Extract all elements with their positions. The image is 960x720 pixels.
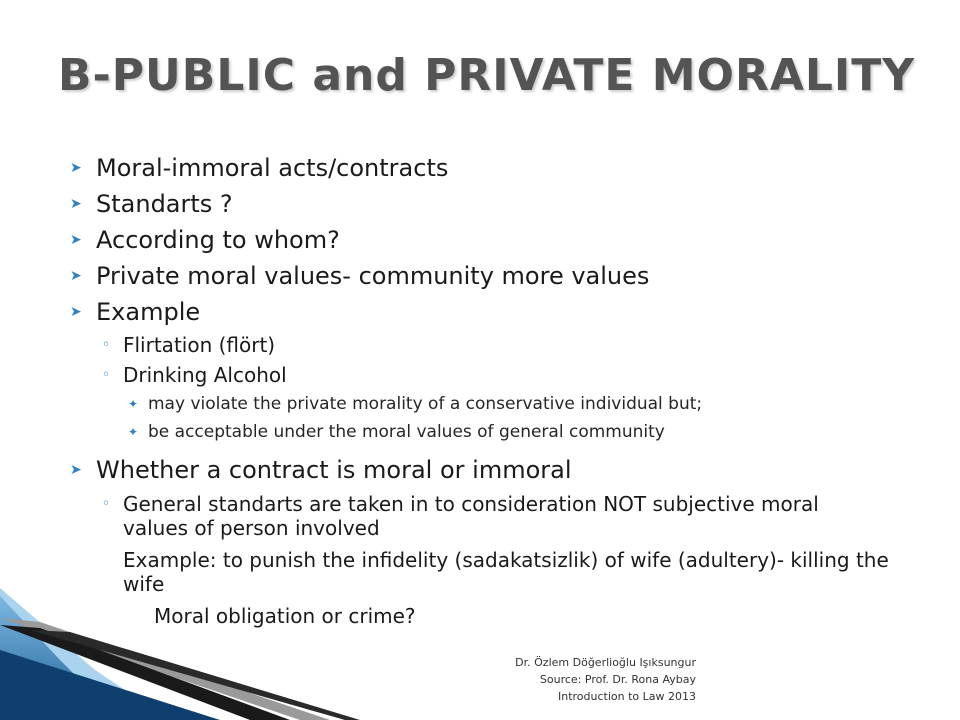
bullet-private-moral-values (70, 258, 890, 294)
sub-bullet-drinking-alcohol (70, 360, 890, 390)
bullet-text: According to whom? (96, 226, 340, 254)
sub-bullet-flirtation (70, 330, 890, 360)
bullet-text: Private moral values- community more values (96, 262, 650, 290)
arrow-bullet-icon: ➤ (70, 160, 82, 176)
sub-bullet-text: General standarts are taken in to consideration NOT subjective moral values of person involved (123, 492, 819, 540)
bullet-whether-contract (70, 452, 890, 488)
bullet-text: Moral-immoral acts/contracts (96, 154, 449, 182)
bullet-text: Whether a contract is moral or immoral (96, 456, 572, 484)
footer-author: Dr. Özlem Döğerlioğlu Işıksungur (515, 656, 696, 669)
bullet-according-to-whom (70, 222, 890, 258)
ring-bullet-icon: ◦ (102, 337, 111, 353)
star-bullet-icon: ✦ (128, 397, 139, 411)
slide-footer (515, 654, 696, 705)
bullet-text: Standarts ? (96, 190, 233, 218)
slide-title: B-PUBLIC and PRIVATE MORALITY (58, 50, 916, 101)
bullet-standarts (70, 186, 890, 222)
arrow-bullet-icon: ➤ (70, 196, 82, 212)
arrow-bullet-icon: ➤ (70, 232, 82, 248)
ring-bullet-icon: ◦ (102, 367, 111, 383)
contract-example-text: Example: to punish the infidelity (sadakatsizlik) of wife (adultery)- killing the wife (123, 548, 889, 596)
sub-bullet-text: Drinking Alcohol (123, 363, 287, 387)
slide-content (70, 150, 890, 628)
sub-bullet-text: Flirtation (flört) (123, 333, 276, 357)
arrow-bullet-icon: ➤ (70, 462, 82, 478)
bullet-moral-immoral (70, 150, 890, 186)
arrow-bullet-icon: ➤ (70, 304, 82, 320)
bullet-example (70, 294, 890, 330)
bullet-text: Example (96, 298, 201, 326)
sub-sub-bullet-text: may violate the private morality of a conservative individual but; (148, 394, 703, 414)
footer-course: Introduction to Law 2013 (557, 690, 696, 703)
arrow-bullet-icon: ➤ (70, 268, 82, 284)
sub-bullet-general-standarts (70, 488, 890, 542)
star-bullet-icon: ✦ (128, 425, 139, 439)
sub-sub-bullet-acceptable (70, 418, 890, 446)
footer-source: Source: Prof. Dr. Rona Aybay (539, 673, 696, 686)
sub-sub-bullet-text: be acceptable under the moral values of general community (148, 422, 665, 442)
ring-bullet-icon: ◦ (102, 496, 111, 512)
sub-sub-bullet-violate (70, 390, 890, 418)
contract-question-text: Moral obligation or crime? (154, 604, 416, 628)
